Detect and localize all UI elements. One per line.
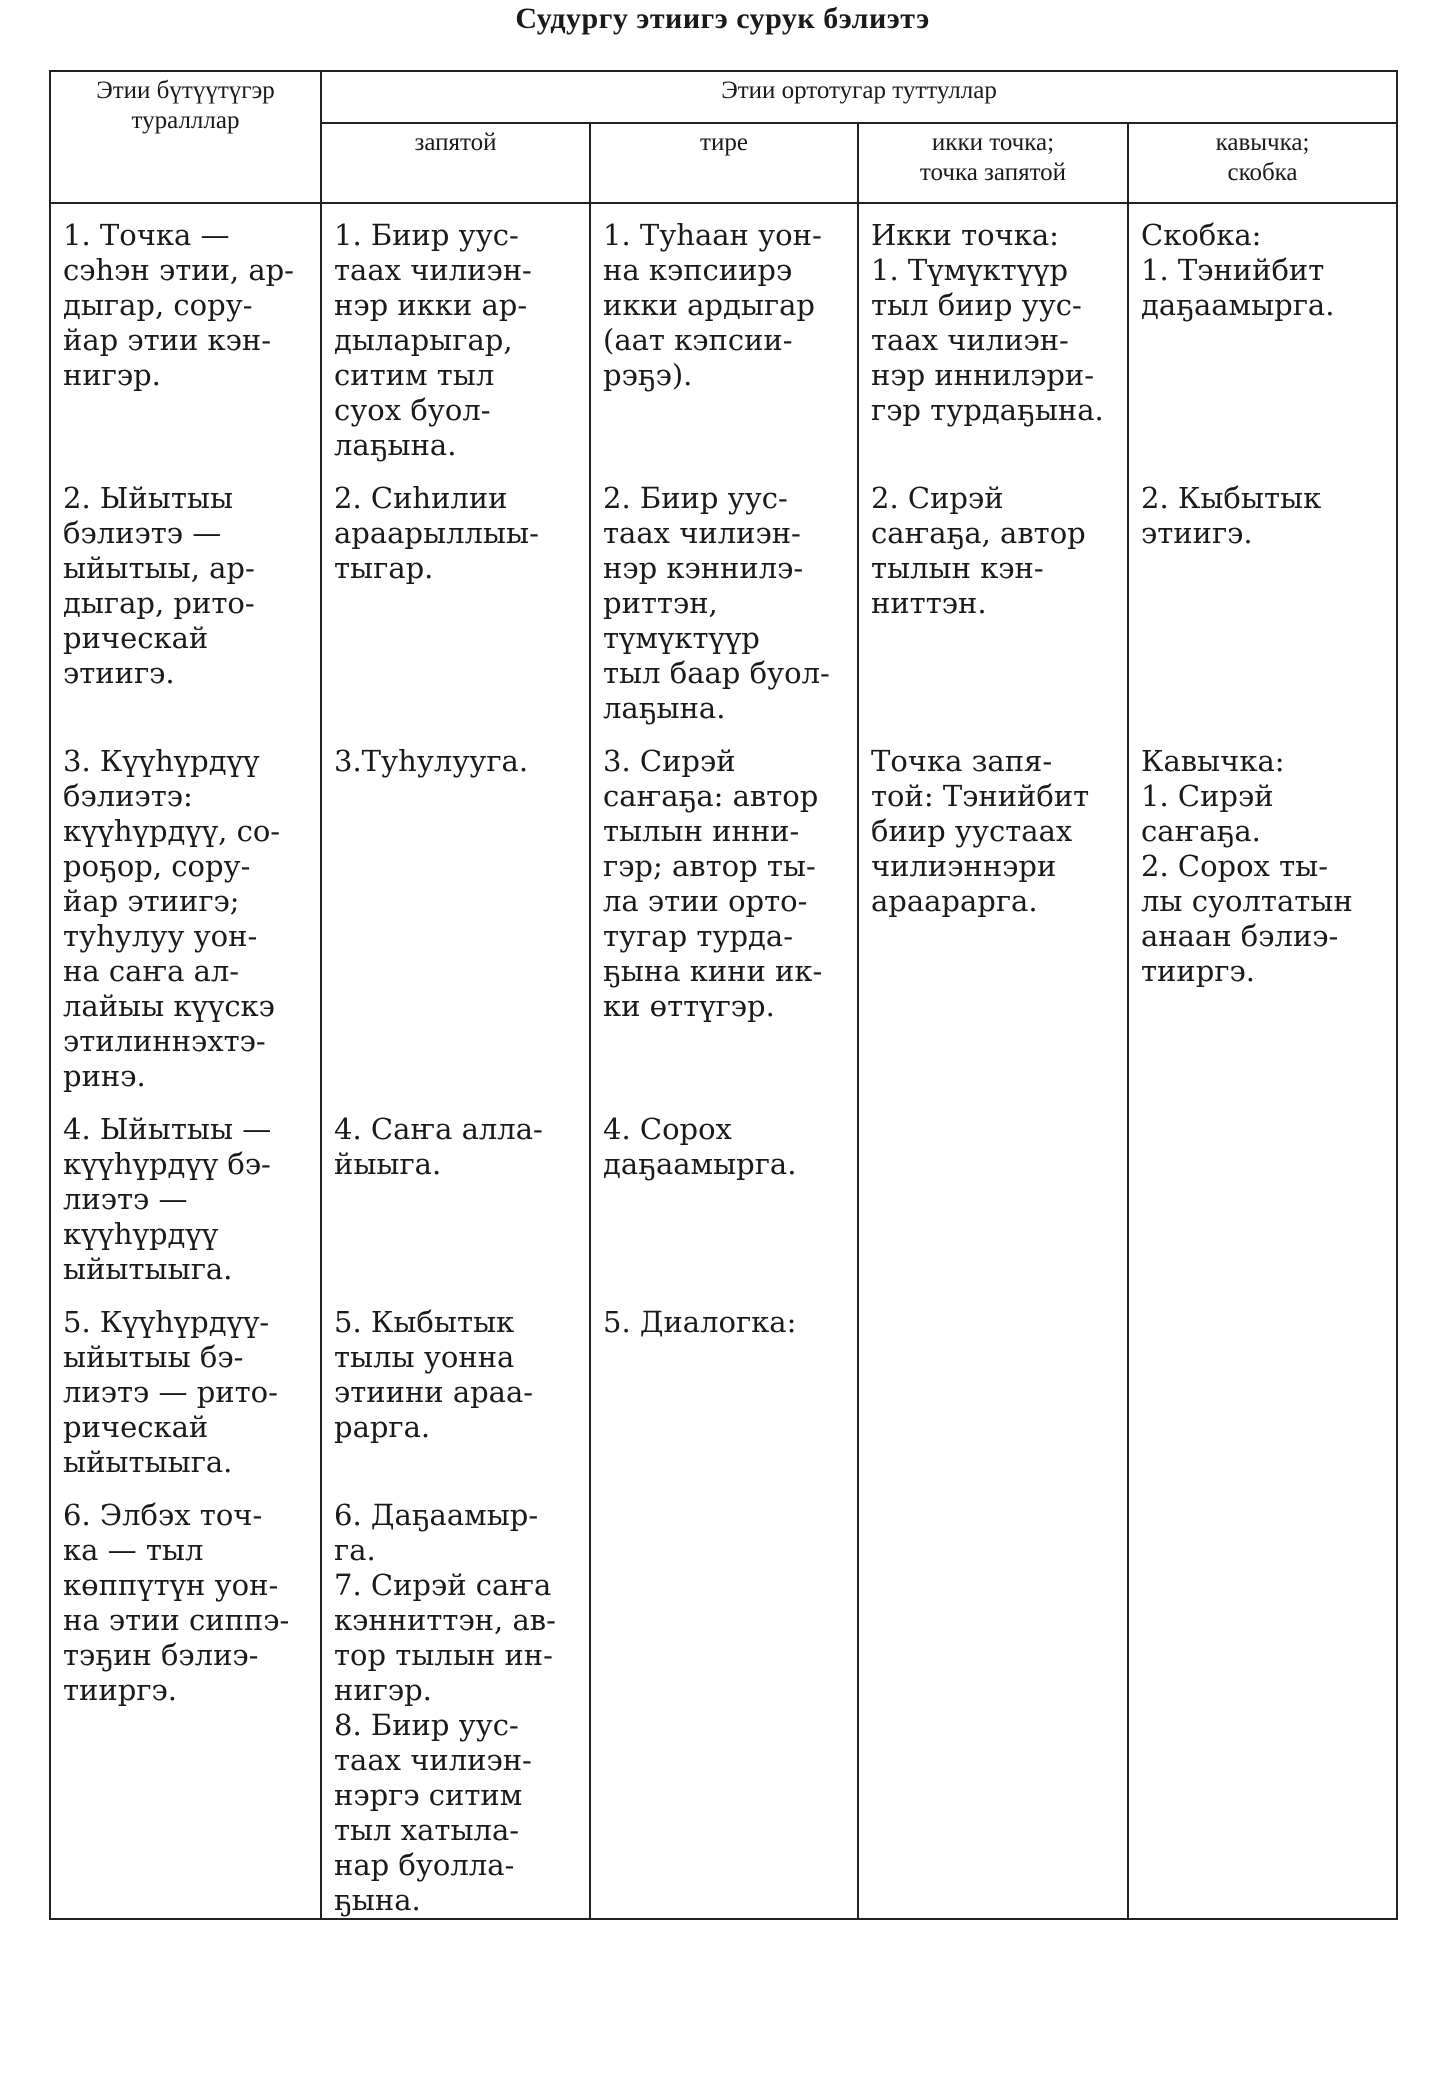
- cell-text-line: 2. Ыйытыы: [63, 481, 234, 515]
- cell-text-line: тыгар.: [334, 551, 434, 585]
- cell-text-line: Точка запя-: [871, 744, 1053, 778]
- table-cell: [1128, 1498, 1397, 1919]
- table-cell: [858, 1498, 1128, 1919]
- table-cell: [321, 744, 590, 1112]
- table-cell: [50, 1305, 321, 1498]
- cell-text-line: туһулуу уон-: [63, 919, 258, 953]
- header-sentence-middle: Этии ортотугар туттуллар: [321, 71, 1397, 123]
- cell-text-line: нигэр.: [63, 358, 161, 392]
- table-row: [50, 203, 1397, 481]
- cell-text-line: 3. Сирэй: [603, 744, 736, 778]
- cell-text-line: суох буол-: [334, 393, 491, 427]
- cell-text-line: саҥаҕа: автор: [603, 779, 819, 813]
- cell-text-line: тылын инни-: [603, 814, 800, 848]
- cell-text-line: 2. Сорох ты-: [1141, 849, 1329, 883]
- table-row: [50, 481, 1397, 744]
- cell-text-line: тииргэ.: [63, 1673, 177, 1707]
- cell-text-line: 2. Кыбытык: [1141, 481, 1322, 515]
- table-row: [50, 1498, 1397, 1919]
- cell-text-line: лиэтэ — рито-: [63, 1375, 278, 1409]
- table-cell: [858, 1305, 1128, 1498]
- cell-text-line: лиэтэ —: [63, 1182, 188, 1216]
- table-cell: [50, 1498, 321, 1919]
- table-cell: [50, 481, 321, 744]
- header-colon-semicolon: икки точка; точка запятой: [858, 123, 1128, 203]
- cell-text-line: 3.Туһулууга.: [334, 744, 529, 778]
- header-dash: тире: [590, 123, 858, 203]
- cell-text-line: рическай: [63, 621, 209, 655]
- cell-text-line: даҕаамырга.: [1141, 288, 1335, 322]
- cell-text-line: йыыга.: [334, 1147, 442, 1181]
- cell-text-line: 4. Сорох: [603, 1112, 732, 1146]
- cell-text-line: даҕаамырга.: [603, 1147, 797, 1181]
- cell-text-line: бэлиэтэ:: [63, 779, 193, 813]
- cell-text-line: саҥаҕа.: [1141, 814, 1261, 848]
- table-cell: [590, 1305, 858, 1498]
- header-comma: запятой: [321, 123, 590, 203]
- cell-text-line: кэнниттэн, ав-: [334, 1603, 556, 1637]
- cell-text-line: тугар турда-: [603, 919, 793, 953]
- cell-text-line: күүһүрдүү: [63, 1217, 219, 1251]
- cell-text-line: дыгар, рито-: [63, 586, 255, 620]
- table-row: [50, 1305, 1397, 1498]
- cell-text-line: этиигэ.: [63, 656, 175, 690]
- cell-text-line: 3. Күүһүрдүү: [63, 744, 260, 778]
- table-cell: [858, 203, 1128, 481]
- table-cell: [321, 203, 590, 481]
- table-row: [50, 744, 1397, 1112]
- cell-text-line: тылы уонна: [334, 1340, 515, 1374]
- cell-text-line: га.: [334, 1533, 376, 1567]
- cell-text-line: түмүктүүр: [603, 621, 760, 655]
- cell-text-line: рэҕэ).: [603, 358, 693, 392]
- table-cell: [1128, 481, 1397, 744]
- cell-text-line: 1. Точка —: [63, 218, 230, 252]
- cell-text-line: рическай: [63, 1410, 209, 1444]
- table-cell: [590, 1498, 858, 1919]
- cell-text-line: Икки точка:: [871, 218, 1059, 252]
- cell-text-line: бэлиэтэ —: [63, 516, 222, 550]
- cell-text-line: саҥаҕа, автор: [871, 516, 1086, 550]
- cell-text-line: 5. Кыбытык: [334, 1305, 515, 1339]
- cell-text-line: гэр; автор ты-: [603, 849, 816, 883]
- cell-text-line: тыл баар буол-: [603, 656, 830, 690]
- cell-text-line: нэр иннилэри-: [871, 358, 1095, 392]
- cell-text-line: таах чилиэн-: [334, 1743, 532, 1777]
- cell-text-line: этиини араа-: [334, 1375, 534, 1409]
- cell-text-line: ыйытыыга.: [63, 1445, 233, 1479]
- table-cell: [50, 203, 321, 481]
- cell-text-line: рарга.: [334, 1410, 431, 1444]
- cell-text-line: ыйытыыга.: [63, 1252, 233, 1286]
- table-cell: [50, 1112, 321, 1305]
- cell-text-line: (аат кэпсии-: [603, 323, 793, 357]
- cell-text-line: сэһэн этии, ар-: [63, 253, 294, 287]
- table-cell: [321, 1305, 590, 1498]
- header-quotes-brackets: кавычка; скобка: [1128, 123, 1397, 203]
- cell-text-line: дыгар, сору-: [63, 288, 253, 322]
- cell-text-line: дыларыгар,: [334, 323, 513, 357]
- cell-text-line: Кавычка:: [1141, 744, 1285, 778]
- cell-text-line: Скобка:: [1141, 218, 1262, 252]
- cell-text-line: таах чилиэн-: [871, 323, 1069, 357]
- cell-text-line: нэр икки ар-: [334, 288, 528, 322]
- table-cell: [321, 1112, 590, 1305]
- cell-text-line: көппүтүн уон-: [63, 1568, 279, 1602]
- cell-text-line: тылын кэн-: [871, 551, 1044, 585]
- cell-text-line: 4. Саҥа алла-: [334, 1112, 543, 1146]
- table-cell: [1128, 1305, 1397, 1498]
- cell-text-line: нигэр.: [334, 1673, 432, 1707]
- table-cell: [1128, 744, 1397, 1112]
- table-row: [50, 1112, 1397, 1305]
- cell-text-line: күүһүрдүү, со-: [63, 814, 281, 848]
- table-cell: [50, 744, 321, 1112]
- cell-text-line: биир уустаах: [871, 814, 1073, 848]
- cell-text-line: таах чилиэн-: [334, 253, 532, 287]
- table-cell: [858, 1112, 1128, 1305]
- cell-text-line: ринэ.: [63, 1059, 146, 1093]
- cell-text-line: таах чилиэн-: [603, 516, 801, 550]
- cell-text-line: тииргэ.: [1141, 954, 1255, 988]
- cell-text-line: ка — тыл: [63, 1533, 204, 1567]
- cell-text-line: на кэпсиирэ: [603, 253, 793, 287]
- cell-text-line: риттэн,: [603, 586, 718, 620]
- cell-text-line: йар этии кэн-: [63, 323, 272, 357]
- cell-text-line: чилиэннэри: [871, 849, 1057, 883]
- cell-text-line: 1. Сирэй: [1141, 779, 1274, 813]
- cell-text-line: 2. Сирэй: [871, 481, 1004, 515]
- cell-text-line: ниттэн.: [871, 586, 987, 620]
- page-title: Судургу этиигэ сурук бэлиэтэ: [515, 2, 930, 35]
- table-body: [50, 203, 1397, 1919]
- cell-text-line: лаҕына.: [603, 691, 726, 725]
- cell-text-line: 1. Биир уус-: [334, 218, 519, 252]
- cell-text-line: этиигэ.: [1141, 516, 1253, 550]
- cell-text-line: нар буолла-: [334, 1848, 515, 1882]
- table-cell: [858, 481, 1128, 744]
- cell-text-line: той: Тэнийбит: [871, 779, 1090, 813]
- cell-text-line: араарыллыы-: [334, 516, 539, 550]
- cell-text-line: тыл хатыла-: [334, 1813, 520, 1847]
- cell-text-line: ситим тыл: [334, 358, 495, 392]
- table-cell: [858, 744, 1128, 1112]
- cell-text-line: нэргэ ситим: [334, 1778, 523, 1812]
- header-sentence-end: Этии бүтүүтүгэр туралллар: [50, 71, 321, 203]
- cell-text-line: ҕына.: [334, 1883, 421, 1917]
- cell-text-line: 7. Сирэй саҥа: [334, 1568, 552, 1602]
- cell-text-line: 5. Күүһүрдүү-: [63, 1305, 270, 1339]
- cell-text-line: лы суолтатын: [1141, 884, 1353, 918]
- table-cell: [321, 1498, 590, 1919]
- cell-text-line: ки өттүгэр.: [603, 989, 775, 1023]
- cell-text-line: ла этии орто-: [603, 884, 808, 918]
- cell-text-line: 6. Даҕаамыр-: [334, 1498, 539, 1532]
- cell-text-line: этилиннэхтэ-: [63, 1024, 266, 1058]
- table-cell: [590, 744, 858, 1112]
- cell-text-line: 4. Ыйытыы —: [63, 1112, 272, 1146]
- cell-text-line: лаҕына.: [334, 428, 457, 462]
- cell-text-line: ҕына кини ик-: [603, 954, 823, 988]
- table-cell: [590, 1112, 858, 1305]
- cell-text-line: күүһүрдүү бэ-: [63, 1147, 271, 1181]
- cell-text-line: тыл биир уус-: [871, 288, 1082, 322]
- table-cell: [1128, 1112, 1397, 1305]
- table-cell: [1128, 203, 1397, 481]
- cell-text-line: икки ардыгар: [603, 288, 815, 322]
- cell-text-line: лайыы күүскэ: [63, 989, 275, 1023]
- cell-text-line: араарарга.: [871, 884, 1038, 918]
- cell-text-line: 2. Сиһилии: [334, 481, 508, 515]
- table-cell: [321, 481, 590, 744]
- cell-text-line: тор тылын ин-: [334, 1638, 553, 1672]
- cell-text-line: 5. Диалогка:: [603, 1305, 797, 1339]
- cell-text-line: роҕор, сору-: [63, 849, 251, 883]
- cell-text-line: анаан бэлиэ-: [1141, 919, 1339, 953]
- cell-text-line: йар этиигэ;: [63, 884, 240, 918]
- cell-text-line: 6. Элбэх точ-: [63, 1498, 263, 1532]
- cell-text-line: на саҥа ал-: [63, 954, 240, 988]
- cell-text-line: 2. Биир уус-: [603, 481, 788, 515]
- cell-text-line: 1. Тэнийбит: [1141, 253, 1325, 287]
- cell-text-line: 1. Туһаан уон-: [603, 218, 822, 252]
- table-cell: [590, 481, 858, 744]
- cell-text-line: ыйытыы бэ-: [63, 1340, 244, 1374]
- cell-text-line: нэр кэннилэ-: [603, 551, 804, 585]
- cell-text-line: гэр турдаҕына.: [871, 393, 1104, 427]
- cell-text-line: ыйытыы, ар-: [63, 551, 255, 585]
- cell-text-line: тэҕин бэлиэ-: [63, 1638, 259, 1672]
- table-cell: [590, 203, 858, 481]
- cell-text-line: 8. Биир уус-: [334, 1708, 519, 1742]
- punctuation-table: [49, 70, 1398, 1920]
- cell-text-line: на этии сиппэ-: [63, 1603, 290, 1637]
- cell-text-line: 1. Түмүктүүр: [871, 253, 1069, 287]
